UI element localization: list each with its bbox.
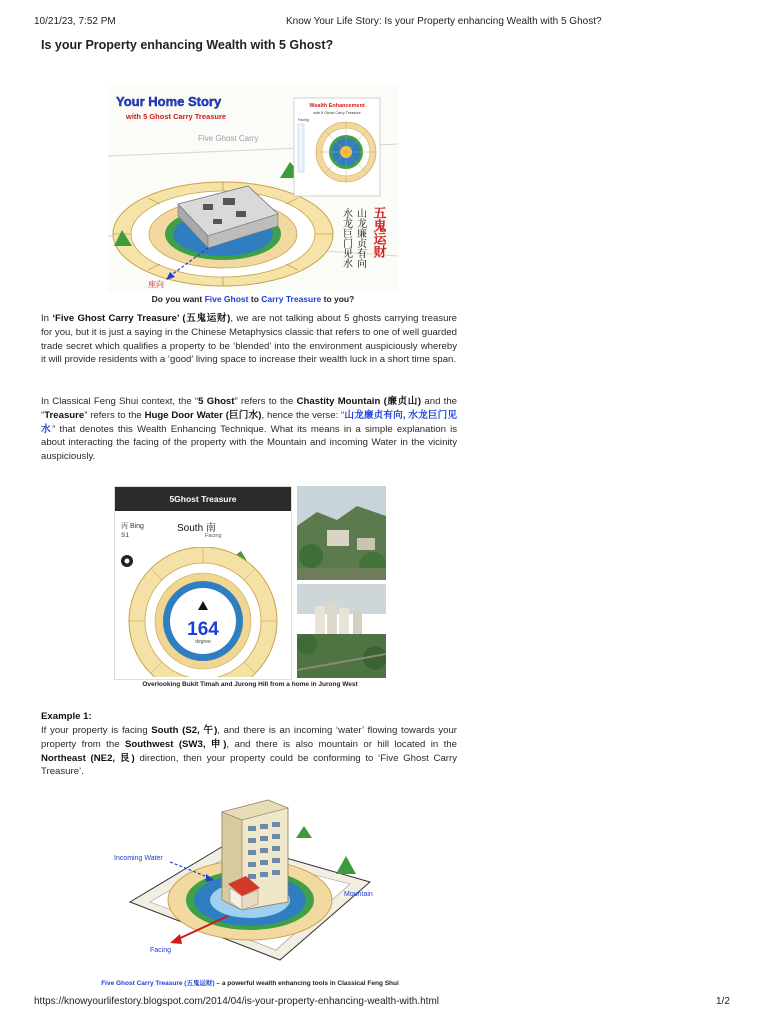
- paragraph-intro: In ‘Five Ghost Carry Treasure’ (五鬼运财), we are not talking about 5 ghosts carrying treasure for you, but it is just a saying in the Chinese Metaphysics classic that refers to one of well guarded trade secret which qualifies a property to be ‘blended’ into the environment auspiciously whereby it will provide residents with a ‘good’ living space to increase their wealth luck in a short time span.: [41, 313, 457, 366]
- app-direction: South 南: [177, 523, 216, 534]
- photo-bukit-timah: [297, 486, 386, 580]
- post-title[interactable]: Is your Property enhancing Wealth with 5 Ghost?: [41, 38, 334, 52]
- app-title-bar: 5Ghost Treasure: [115, 487, 291, 511]
- label-incoming-water: Incoming Water: [114, 855, 163, 862]
- paragraph-example1: If your property is facing South (S2, 午), and there is an incoming ‘water’ flowing towards your property from the Southwest (SW3, 申), and there is also mountain or hill located in the Northeast (NE2, 艮) direction, then your property could be conforming to ‘Five Ghost Carry Treasure’.: [41, 725, 457, 778]
- figure1-facing-label: 座向: [148, 280, 164, 289]
- figure1-title: Your Home Story: [116, 94, 222, 109]
- figure-building-compass: [110, 792, 390, 968]
- photo-jurong-hill: [297, 584, 386, 678]
- figure1-caption: Do you want Five Ghost to Carry Treasure to you?: [151, 294, 355, 304]
- app-degree-label: degree: [195, 639, 211, 645]
- print-datetime: 10/21/23, 7:52 PM: [34, 16, 116, 27]
- figure3-caption: Five Ghost Carry Treasure (五鬼运财) – a powerful wealth enhancing tools in Classical Feng Shui: [101, 980, 399, 987]
- app-5ghost-panel: [114, 486, 292, 680]
- paragraph-context: In Classical Feng Shui context, the “5 Ghost” refers to the Chastity Mountain (廉贞山) and the “Treasure” refers to the Huge Door Water (巨门水), hence the verse: “山龙廉贞有向, 水龙巨门见水” that denotes this Wealth Enhancing Technique. What its means in a simple explanation is about interacting the facing of the property with the Mountain and incoming Water in the vicinity auspiciously.: [41, 396, 458, 463]
- app-facing-label: Facing: [205, 533, 222, 539]
- card-title: Wealth Enhancement: [309, 103, 365, 109]
- app-compass: [115, 547, 291, 677]
- link-carry-treasure[interactable]: Carry Treasure: [261, 294, 322, 304]
- print-page-number: 1/2: [716, 996, 730, 1007]
- example1-title: Example 1:: [41, 711, 92, 722]
- verse-highlight: 山龙廉贞有向, 水龙巨门见水: [41, 409, 457, 435]
- card-subtitle: with 5 Ghost Carry Treasure: [313, 111, 361, 115]
- figure1-overlay-text: Five Ghost Carry: [198, 134, 259, 143]
- print-doc-title: Know Your Life Story: Is your Property enhancing Wealth with 5 Ghost?: [286, 16, 602, 27]
- figure1-chinese-verse-2: 水龙巨门见水: [340, 208, 352, 268]
- figure1-chinese-title: 五鬼运财: [370, 206, 386, 258]
- figure1-chinese-verse-1: 山龙廉贞有向: [354, 208, 366, 268]
- card-facing-label: Facing: [298, 118, 309, 122]
- app-sector-label: S1: [121, 532, 129, 539]
- print-url[interactable]: https://knowyourlifestory.blogspot.com/2014/04/is-your-property-enhancing-wealth-with.html: [34, 996, 440, 1007]
- app-degree-value: 164: [187, 619, 219, 640]
- figure-your-home-story: [108, 86, 398, 292]
- label-mountain: Mountain: [344, 891, 373, 898]
- app-mountain-label: 丙 Bing: [121, 523, 144, 530]
- figure1-subtitle: with 5 Ghost Carry Treasure: [126, 112, 227, 121]
- link-five-ghost-carry-treasure[interactable]: Five Ghost Carry Treasure (五鬼运财): [101, 980, 215, 987]
- label-facing: Facing: [150, 947, 172, 954]
- figure2-caption: Overlooking Bukit Timah and Jurong Hill from a home in Jurong West: [142, 681, 358, 688]
- link-five-ghost[interactable]: Five Ghost: [204, 294, 249, 304]
